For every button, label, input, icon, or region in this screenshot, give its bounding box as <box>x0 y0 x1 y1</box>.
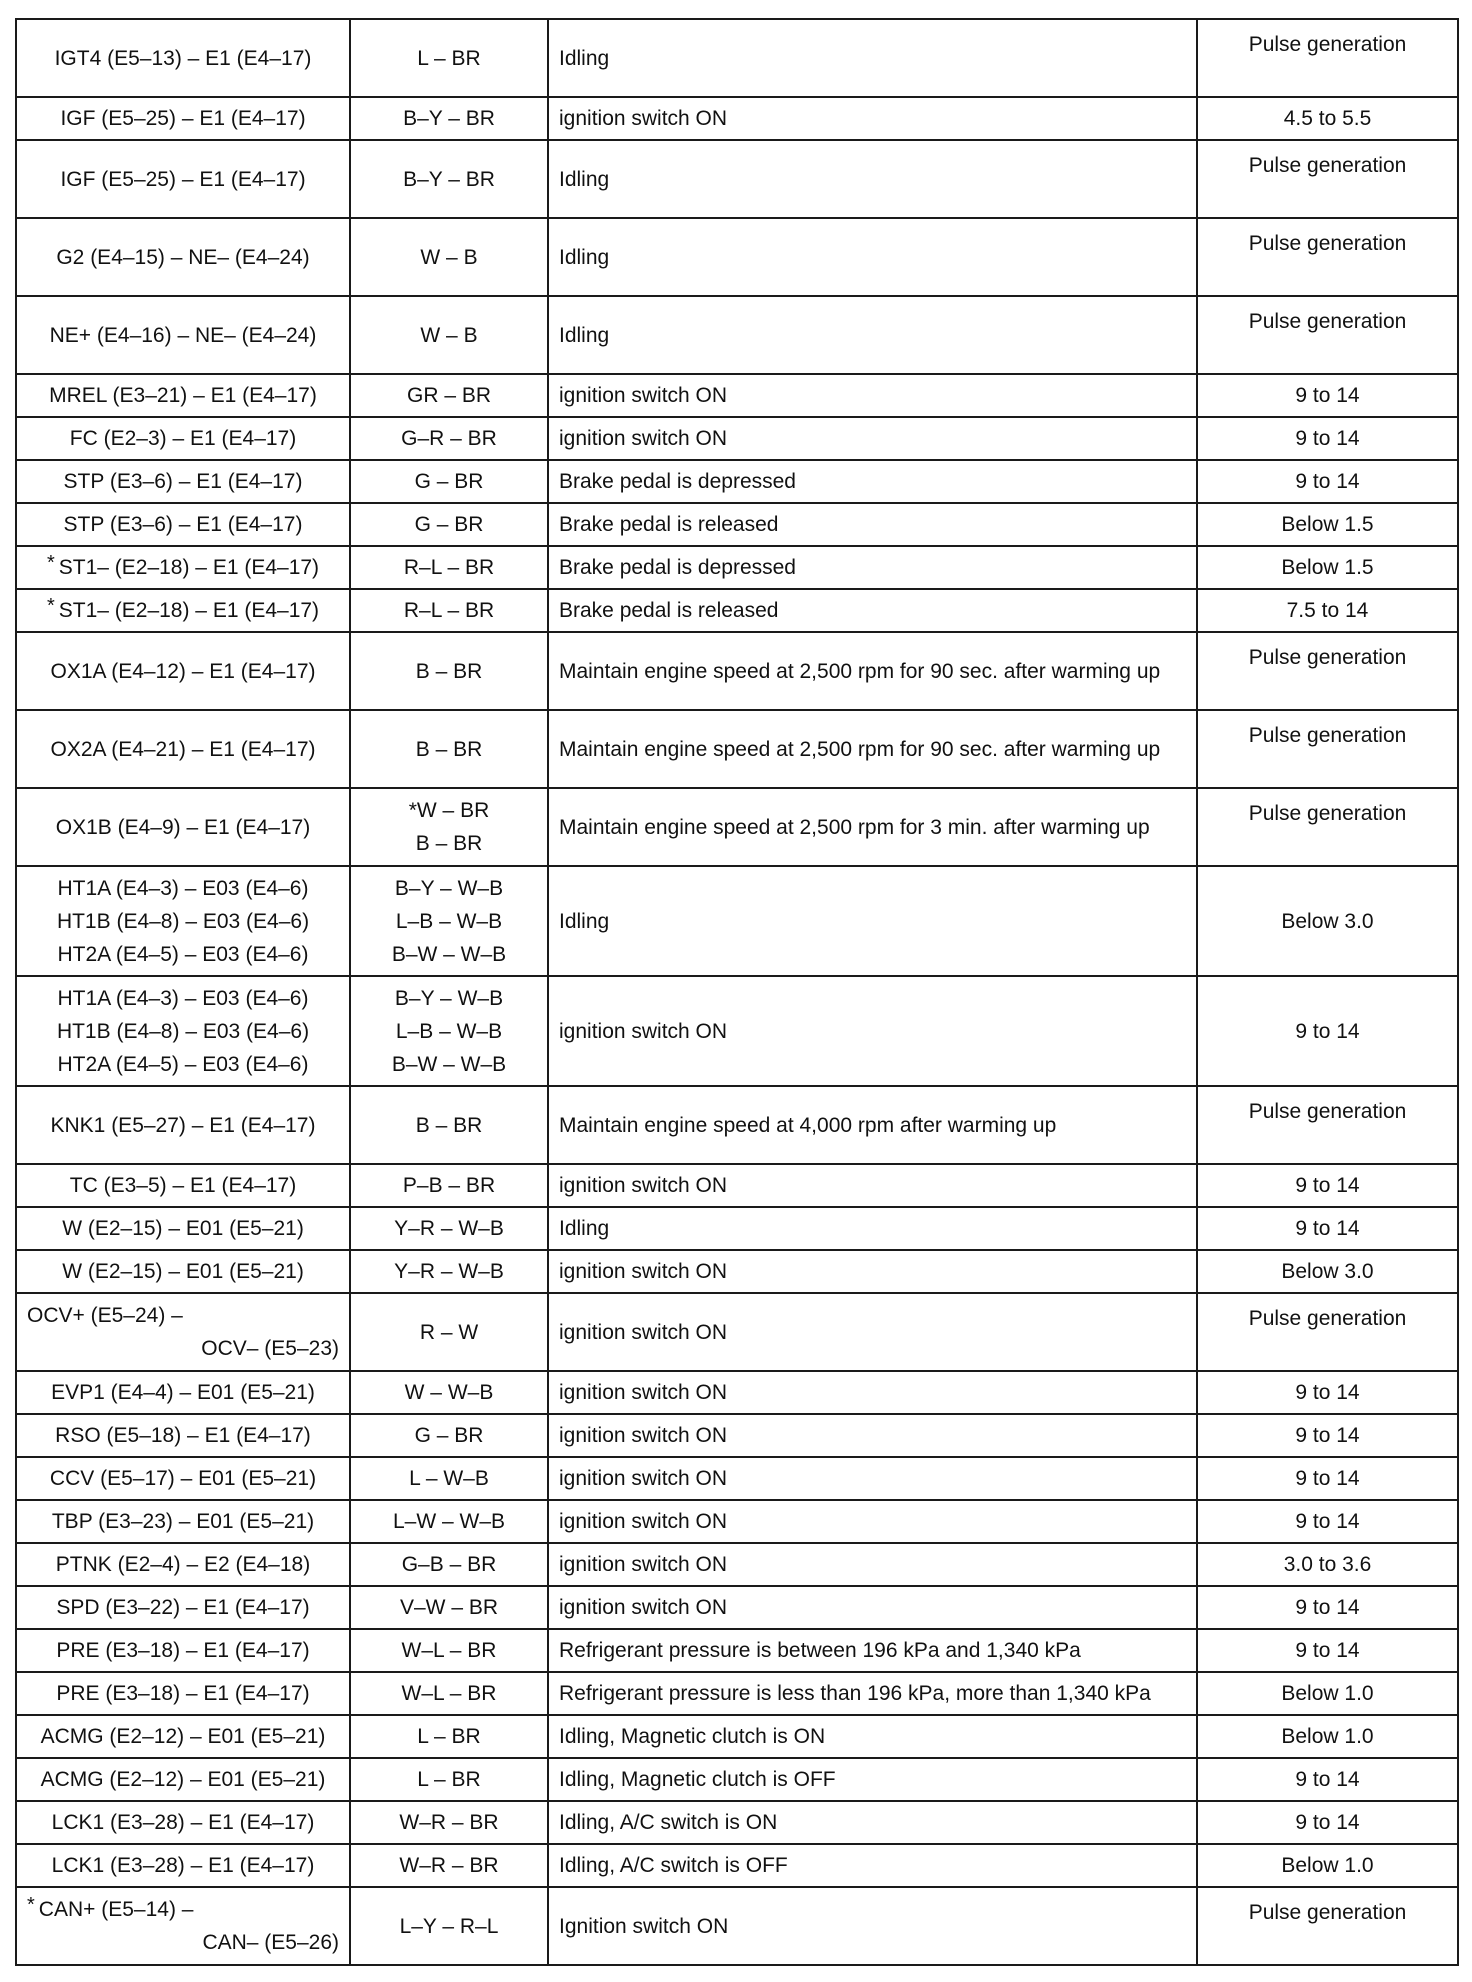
table-row <box>16 1371 1458 1414</box>
terminal-cell <box>16 1715 350 1758</box>
wiring-color-cell <box>350 140 548 218</box>
terminal-text: OX1A (E4–12) – E1 (E4–17) <box>50 659 316 683</box>
wiring-color-cell <box>350 1457 548 1500</box>
table-row <box>16 1586 1458 1629</box>
condition-cell: Ignition switch ON <box>548 1887 1197 1965</box>
table-row <box>16 788 1458 866</box>
terminal-cell <box>16 1293 350 1371</box>
condition-cell: ignition switch ON <box>548 1543 1197 1586</box>
terminal-text: ST1– (E2–18) – E1 (E4–17) <box>58 599 320 622</box>
terminal-text: CAN– (E5–26) <box>202 1931 339 1954</box>
table-row <box>16 1500 1458 1543</box>
condition-cell: ignition switch ON <box>548 1500 1197 1543</box>
terminal-cell <box>16 1629 350 1672</box>
wiring-color-text: V–W – BR <box>399 1596 499 1619</box>
table-row <box>16 1715 1458 1758</box>
wiring-color-cell <box>350 503 548 546</box>
terminal-cell <box>16 546 350 589</box>
terminal-text: TBP (E3–23) – E01 (E5–21) <box>51 1510 315 1533</box>
wiring-color-text: B – BR <box>415 832 483 855</box>
specified-value-cell: Pulse generation <box>1197 19 1458 97</box>
terminal-cell <box>16 1086 350 1164</box>
terminal-cell <box>16 1887 350 1965</box>
specified-value-cell: 9 to 14 <box>1197 1500 1458 1543</box>
terminal-text: IGF (E5–25) – E1 (E4–17) <box>60 107 306 130</box>
wiring-color-text: R–L – BR <box>403 556 495 579</box>
terminal-first-line <box>27 1893 339 1926</box>
wiring-color-cell <box>350 1586 548 1629</box>
wiring-color-cell <box>350 1371 548 1414</box>
terminal-text: STP (E3–6) – E1 (E4–17) <box>63 513 303 536</box>
terminal-cell <box>16 1164 350 1207</box>
condition-cell: ignition switch ON <box>548 1250 1197 1293</box>
terminal-text: CCV (E5–17) – E01 (E5–21) <box>49 1467 317 1490</box>
table-row <box>16 374 1458 417</box>
terminal-cell <box>16 460 350 503</box>
terminal-text: IGF (E5–25) – E1 (E4–17) <box>60 167 306 191</box>
wiring-color-cell <box>350 546 548 589</box>
wiring-color-cell <box>350 1801 548 1844</box>
table-row <box>16 417 1458 460</box>
wiring-color-cell <box>350 296 548 374</box>
terminal-text: MREL (E3–21) – E1 (E4–17) <box>49 384 317 407</box>
wiring-color-cell <box>350 19 548 97</box>
condition-cell: Idling <box>548 218 1197 296</box>
wiring-color-cell <box>350 1758 548 1801</box>
wiring-color-cell <box>350 589 548 632</box>
wiring-color-text: W – B <box>420 323 478 347</box>
terminal-cell <box>16 1250 350 1293</box>
terminal-cell <box>16 1207 350 1250</box>
terminal-cell <box>16 1801 350 1844</box>
condition-cell: Idling <box>548 140 1197 218</box>
condition-cell: Idling, Magnetic clutch is ON <box>548 1715 1197 1758</box>
asterisk-note: * <box>46 595 55 617</box>
terminal-cell <box>16 710 350 788</box>
wiring-color-text: W – B <box>420 245 478 269</box>
wiring-color-cell <box>350 1672 548 1715</box>
wiring-color-text: L–W – W–B <box>392 1510 506 1533</box>
terminal-text: ACMG (E2–12) – E01 (E5–21) <box>40 1768 326 1791</box>
table-row <box>16 1293 1458 1371</box>
wiring-color-cell <box>350 374 548 417</box>
terminal-text: OX1B (E4–9) – E1 (E4–17) <box>55 815 311 839</box>
specified-value-cell: 9 to 14 <box>1197 1414 1458 1457</box>
terminal-text: G2 (E4–15) – NE– (E4–24) <box>56 245 310 269</box>
table-row <box>16 1414 1458 1457</box>
terminal-cell <box>16 589 350 632</box>
specified-value-cell: Below 3.0 <box>1197 1250 1458 1293</box>
wiring-color-cell <box>350 710 548 788</box>
wiring-color-text: W–R – BR <box>399 1854 499 1877</box>
wiring-color-cell <box>350 1887 548 1965</box>
condition-cell: ignition switch ON <box>548 1586 1197 1629</box>
terminal-text: HT1A (E4–3) – E03 (E4–6) <box>57 986 309 1010</box>
condition-cell: ignition switch ON <box>548 1414 1197 1457</box>
wiring-color-cell <box>350 460 548 503</box>
terminal-cell <box>16 788 350 866</box>
terminal-text: LCK1 (E3–28) – E1 (E4–17) <box>51 1811 315 1834</box>
terminal-text: TC (E3–5) – E1 (E4–17) <box>69 1174 297 1197</box>
wiring-color-cell <box>350 417 548 460</box>
specified-value-cell: 9 to 14 <box>1197 1457 1458 1500</box>
wiring-color-text: Y–R – W–B <box>394 1260 504 1283</box>
terminal-text: HT1A (E4–3) – E03 (E4–6) <box>57 876 309 900</box>
terminal-text: ACMG (E2–12) – E01 (E5–21) <box>40 1725 326 1748</box>
table-row <box>16 460 1458 503</box>
terminal-cell <box>16 19 350 97</box>
specified-value-cell: 9 to 14 <box>1197 1801 1458 1844</box>
table-row <box>16 1543 1458 1586</box>
table-row <box>16 1629 1458 1672</box>
table-row <box>16 1758 1458 1801</box>
wiring-color-text: G – BR <box>414 1424 484 1447</box>
terminal-text: OX2A (E4–21) – E1 (E4–17) <box>50 737 316 761</box>
specified-value-cell: Below 1.0 <box>1197 1715 1458 1758</box>
terminal-voltage-table <box>15 18 1459 1966</box>
specified-value-cell: 3.0 to 3.6 <box>1197 1543 1458 1586</box>
wiring-color-text: L – BR <box>417 1725 481 1748</box>
condition-cell: Idling, Magnetic clutch is OFF <box>548 1758 1197 1801</box>
wiring-color-text: *W – BR <box>408 799 490 822</box>
wiring-color-cell <box>350 866 548 976</box>
terminal-cell <box>16 374 350 417</box>
wiring-color-text: B–Y – W–B <box>394 986 504 1010</box>
wiring-color-cell <box>350 976 548 1086</box>
table-row <box>16 976 1458 1086</box>
wiring-color-cell <box>350 632 548 710</box>
wiring-color-text: B–W – W–B <box>391 942 507 966</box>
terminal-text: PRE (E3–18) – E1 (E4–17) <box>56 1682 310 1705</box>
specified-value-cell: Pulse generation <box>1197 296 1458 374</box>
condition-cell: ignition switch ON <box>548 1371 1197 1414</box>
terminal-cell <box>16 1586 350 1629</box>
wiring-color-text: G–B – BR <box>401 1553 497 1576</box>
table-row <box>16 866 1458 976</box>
terminal-text: OCV– (E5–23) <box>201 1337 339 1360</box>
wiring-color-text: L–B – W–B <box>395 909 503 933</box>
terminal-text: RSO (E5–18) – E1 (E4–17) <box>55 1424 311 1447</box>
condition-cell: ignition switch ON <box>548 1164 1197 1207</box>
wiring-color-text: B–W – W–B <box>391 1052 507 1076</box>
specified-value-cell: 7.5 to 14 <box>1197 589 1458 632</box>
terminal-text: HT2A (E4–5) – E03 (E4–6) <box>57 942 309 966</box>
specified-value-cell: Below 1.0 <box>1197 1844 1458 1887</box>
wiring-color-text: B – BR <box>415 1113 483 1137</box>
terminal-text: HT1B (E4–8) – E03 (E4–6) <box>56 1019 310 1043</box>
specified-value-cell: Below 1.0 <box>1197 1672 1458 1715</box>
wiring-color-cell <box>350 1207 548 1250</box>
terminal-text: KNK1 (E5–27) – E1 (E4–17) <box>50 1113 316 1137</box>
wiring-color-cell <box>350 1250 548 1293</box>
table-row <box>16 19 1458 97</box>
terminal-cell <box>16 1672 350 1715</box>
terminal-cell <box>16 1758 350 1801</box>
terminal-cell <box>16 1500 350 1543</box>
condition-cell: Maintain engine speed at 2,500 rpm for 90 sec. after warming up <box>548 710 1197 788</box>
wiring-color-text: Y–R – W–B <box>394 1217 504 1240</box>
condition-cell: ignition switch ON <box>548 97 1197 140</box>
wiring-color-cell <box>350 1844 548 1887</box>
wiring-color-text: B – BR <box>415 737 483 761</box>
terminal-cell <box>16 1414 350 1457</box>
wiring-color-cell <box>350 1715 548 1758</box>
wiring-color-text: R – W <box>419 1320 479 1344</box>
wiring-color-cell <box>350 1543 548 1586</box>
specified-value-cell: Pulse generation <box>1197 710 1458 788</box>
condition-cell: Brake pedal is released <box>548 589 1197 632</box>
terminal-text: PRE (E3–18) – E1 (E4–17) <box>56 1639 310 1662</box>
terminal-text: HT2A (E4–5) – E03 (E4–6) <box>57 1052 309 1076</box>
table-row <box>16 1207 1458 1250</box>
wiring-color-text: W–L – BR <box>401 1639 497 1662</box>
table-row <box>16 632 1458 710</box>
wiring-color-cell <box>350 788 548 866</box>
table-row <box>16 97 1458 140</box>
terminal-cell <box>16 1844 350 1887</box>
condition-cell: Brake pedal is depressed <box>548 460 1197 503</box>
condition-cell: Idling <box>548 19 1197 97</box>
terminal-cell <box>16 97 350 140</box>
terminal-text: PTNK (E2–4) – E2 (E4–18) <box>55 1553 311 1576</box>
condition-cell: Maintain engine speed at 2,500 rpm for 3 min. after warming up <box>548 788 1197 866</box>
specified-value-cell: 9 to 14 <box>1197 460 1458 503</box>
terminal-cell <box>16 140 350 218</box>
specified-value-cell: Pulse generation <box>1197 632 1458 710</box>
table-row <box>16 1844 1458 1887</box>
terminal-text: STP (E3–6) – E1 (E4–17) <box>63 470 303 493</box>
wiring-color-text: R–L – BR <box>403 599 495 622</box>
terminal-cell <box>16 1543 350 1586</box>
wiring-color-cell <box>350 1500 548 1543</box>
specified-value-cell: Pulse generation <box>1197 788 1458 866</box>
terminal-cell <box>16 976 350 1086</box>
table-row <box>16 1801 1458 1844</box>
wiring-color-text: B–Y – BR <box>403 167 495 191</box>
specified-value-cell: Pulse generation <box>1197 218 1458 296</box>
table-row <box>16 1457 1458 1500</box>
terminal-text: LCK1 (E3–28) – E1 (E4–17) <box>51 1854 315 1877</box>
specified-value-cell: Pulse generation <box>1197 1887 1458 1965</box>
specified-value-cell: Pulse generation <box>1197 1086 1458 1164</box>
condition-cell: Idling <box>548 1207 1197 1250</box>
specified-value-cell: Pulse generation <box>1197 1293 1458 1371</box>
specified-value-cell: Below 3.0 <box>1197 866 1458 976</box>
wiring-color-text: G – BR <box>414 470 484 493</box>
wiring-color-text: G – BR <box>414 513 484 536</box>
terminal-cell <box>16 866 350 976</box>
table-row <box>16 1672 1458 1715</box>
wiring-color-cell <box>350 1293 548 1371</box>
condition-cell: Idling, A/C switch is ON <box>548 1801 1197 1844</box>
table-row <box>16 710 1458 788</box>
specified-value-cell: Below 1.5 <box>1197 503 1458 546</box>
terminal-text: CAN+ (E5–14) – <box>38 1898 194 1921</box>
table-row <box>16 1164 1458 1207</box>
specified-value-cell: 9 to 14 <box>1197 1586 1458 1629</box>
table-row <box>16 546 1458 589</box>
wiring-color-text: L–Y – R–L <box>399 1914 499 1938</box>
table-row <box>16 1250 1458 1293</box>
condition-cell: ignition switch ON <box>548 417 1197 460</box>
condition-cell: ignition switch ON <box>548 976 1197 1086</box>
specified-value-cell: Pulse generation <box>1197 140 1458 218</box>
condition-cell: Refrigerant pressure is between 196 kPa and 1,340 kPa <box>548 1629 1197 1672</box>
terminal-cell <box>16 417 350 460</box>
condition-cell: ignition switch ON <box>548 1293 1197 1371</box>
specified-value-cell: 4.5 to 5.5 <box>1197 97 1458 140</box>
wiring-color-text: GR – BR <box>406 384 492 407</box>
terminal-text: EVP1 (E4–4) – E01 (E5–21) <box>51 1381 315 1404</box>
asterisk-note: * <box>27 1894 35 1916</box>
terminal-text: W (E2–15) – E01 (E5–21) <box>62 1217 304 1240</box>
condition-cell: Refrigerant pressure is less than 196 kPa, more than 1,340 kPa <box>548 1672 1197 1715</box>
condition-cell: Brake pedal is depressed <box>548 546 1197 589</box>
table-row <box>16 296 1458 374</box>
wiring-color-text: L – BR <box>417 46 481 70</box>
condition-cell: Maintain engine speed at 2,500 rpm for 90 sec. after warming up <box>548 632 1197 710</box>
condition-cell: ignition switch ON <box>548 1457 1197 1500</box>
specified-value-cell: 9 to 14 <box>1197 976 1458 1086</box>
specified-value-cell: 9 to 14 <box>1197 1164 1458 1207</box>
wiring-color-text: G–R – BR <box>401 427 497 450</box>
terminal-cell <box>16 1457 350 1500</box>
wiring-color-text: L – W–B <box>409 1467 489 1490</box>
table-row <box>16 503 1458 546</box>
specified-value-cell: 9 to 14 <box>1197 417 1458 460</box>
terminal-text: ST1– (E2–18) – E1 (E4–17) <box>58 556 320 579</box>
condition-cell: ignition switch ON <box>548 374 1197 417</box>
wiring-color-cell <box>350 1629 548 1672</box>
wiring-color-text: P–B – BR <box>402 1174 496 1197</box>
wiring-color-text: W – W–B <box>404 1381 494 1404</box>
terminal-text: FC (E2–3) – E1 (E4–17) <box>69 427 297 450</box>
terminal-text: SPD (E3–22) – E1 (E4–17) <box>56 1596 310 1619</box>
condition-cell: Brake pedal is released <box>548 503 1197 546</box>
asterisk-note: * <box>46 552 55 574</box>
terminal-cell <box>16 296 350 374</box>
wiring-color-text: L–B – W–B <box>395 1019 503 1043</box>
condition-cell: Maintain engine speed at 4,000 rpm after warming up <box>548 1086 1197 1164</box>
terminal-cell <box>16 632 350 710</box>
condition-cell: Idling <box>548 296 1197 374</box>
terminal-cell <box>16 503 350 546</box>
terminal-text: IGT4 (E5–13) – E1 (E4–17) <box>54 46 312 70</box>
terminal-cell <box>16 218 350 296</box>
wiring-color-text: B–Y – W–B <box>394 876 504 900</box>
wiring-color-text: W–L – BR <box>401 1682 497 1705</box>
specified-value-cell: 9 to 14 <box>1197 1207 1458 1250</box>
specified-value-cell: 9 to 14 <box>1197 1629 1458 1672</box>
table-row <box>16 218 1458 296</box>
table-row <box>16 589 1458 632</box>
wiring-color-cell <box>350 1164 548 1207</box>
specified-value-cell: 9 to 14 <box>1197 374 1458 417</box>
condition-cell: Idling <box>548 866 1197 976</box>
wiring-color-cell <box>350 1086 548 1164</box>
wiring-color-text: B–Y – BR <box>403 107 495 130</box>
wiring-color-cell <box>350 1414 548 1457</box>
table-body <box>16 19 1458 1965</box>
terminal-cell <box>16 1371 350 1414</box>
specified-value-cell: Below 1.5 <box>1197 546 1458 589</box>
condition-cell: Idling, A/C switch is OFF <box>548 1844 1197 1887</box>
wiring-color-text: W–R – BR <box>399 1811 499 1834</box>
specified-value-cell: 9 to 14 <box>1197 1371 1458 1414</box>
table-row <box>16 1887 1458 1965</box>
wiring-color-text: L – BR <box>417 1768 481 1791</box>
wiring-color-cell <box>350 218 548 296</box>
terminal-text: HT1B (E4–8) – E03 (E4–6) <box>56 909 310 933</box>
table-row <box>16 140 1458 218</box>
wiring-color-cell <box>350 97 548 140</box>
specified-value-cell: 9 to 14 <box>1197 1758 1458 1801</box>
terminal-text: OCV+ (E5–24) – <box>27 1304 183 1327</box>
terminal-text: W (E2–15) – E01 (E5–21) <box>62 1260 304 1283</box>
table-row <box>16 1086 1458 1164</box>
wiring-color-text: B – BR <box>415 659 483 683</box>
terminal-text: NE+ (E4–16) – NE– (E4–24) <box>49 323 317 347</box>
